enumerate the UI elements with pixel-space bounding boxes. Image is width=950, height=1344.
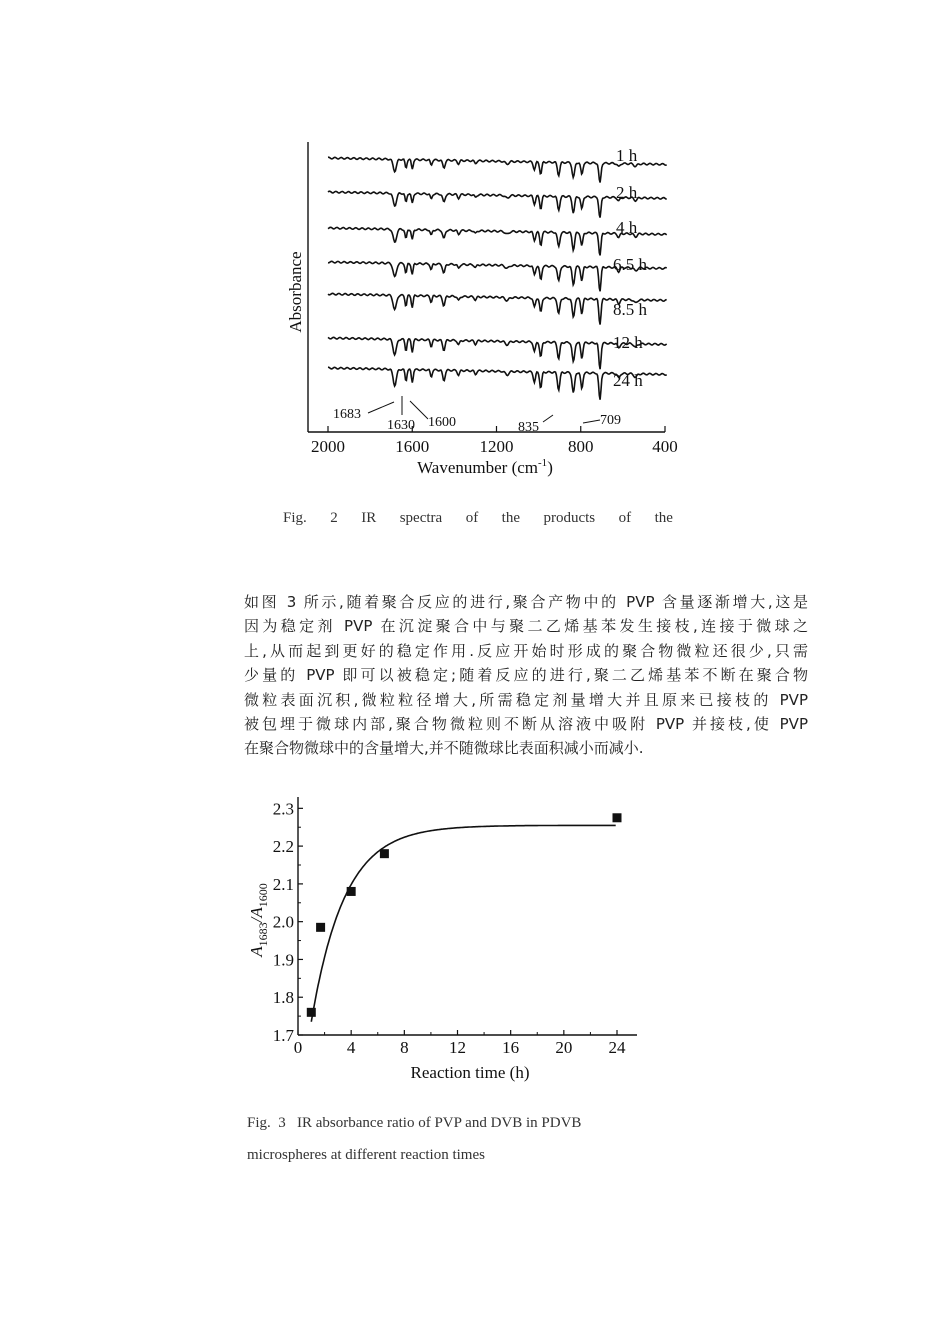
series-label: 1 h bbox=[616, 146, 638, 165]
fig3-x-tick-label: 16 bbox=[502, 1038, 520, 1057]
caption-word: IR bbox=[361, 510, 377, 526]
fit-curve bbox=[311, 825, 615, 1021]
band-1683-arrow bbox=[368, 402, 394, 413]
fig3-ylabel: $A_{1683}/A_{1600}$ bbox=[247, 883, 270, 957]
fig2-x-tick-label: 2000 bbox=[311, 437, 345, 456]
series-label: 6.5 h bbox=[613, 255, 647, 274]
fig3-x-tick-label: 20 bbox=[555, 1038, 573, 1057]
series-label: 24 h bbox=[613, 371, 643, 390]
caption-word: spectra bbox=[399, 510, 443, 526]
figure-2-caption bbox=[283, 510, 673, 527]
band-709-label: 709 bbox=[600, 413, 621, 428]
fig3-x-tick-label: 4 bbox=[346, 1038, 356, 1057]
caption-word: the bbox=[654, 510, 673, 526]
band-1683-label: 1683 bbox=[333, 407, 361, 422]
fig2-xlabel: Wavenumber $(cm^{-1})$ bbox=[417, 457, 553, 477]
body-line: 被包埋于微球内部,聚合物微粒则不断从溶液中吸附 PVP 并接枝,使 PVP bbox=[244, 714, 808, 733]
fig3-y-tick-label: 1.8 bbox=[272, 988, 294, 1008]
body-line: 因为稳定剂 PVP 在沉淀聚合中与聚二乙烯基苯发生接枝,连接于微球之 bbox=[244, 617, 808, 636]
band-835-label: 835 bbox=[518, 420, 539, 435]
series-label: 4 h bbox=[616, 218, 638, 237]
caption-word: of bbox=[618, 510, 632, 526]
fig2-ylabel: Absorbance bbox=[286, 251, 305, 333]
body-line: 在聚合物微球中的含量增大,并不随微球比表面积减小而减小. bbox=[244, 739, 644, 758]
fig3-y-tick-label: 2.0 bbox=[272, 912, 294, 932]
fig3-y-tick-label: 2.3 bbox=[272, 799, 294, 819]
fig2-x-tick-label: 1600 bbox=[395, 437, 430, 456]
data-point bbox=[380, 849, 389, 858]
fig3-y-tick-label: 2.1 bbox=[272, 874, 294, 894]
fig3-axes bbox=[273, 797, 637, 1057]
series-labels bbox=[613, 146, 648, 390]
caption-word: of bbox=[465, 510, 479, 526]
fig3-x-tick-label: 8 bbox=[400, 1038, 409, 1057]
fig3-y-tick-label: 1.7 bbox=[272, 1026, 294, 1045]
figure-3-caption-line-1: Fig. 3 IR absorbance ratio of PVP and DVB in PDVB bbox=[247, 1115, 582, 1131]
body-line: 少量的 PVP 即可以被稳定;随着反应的进行,聚二乙烯基苯不断在聚合物 bbox=[244, 666, 808, 685]
caption-word: products bbox=[543, 510, 596, 526]
series-label: 8.5 h bbox=[613, 300, 647, 319]
data-point bbox=[307, 1008, 316, 1017]
fig2-x-tick-label: 800 bbox=[568, 437, 594, 456]
data-point bbox=[613, 813, 622, 822]
fig3-x-tick-label: 24 bbox=[608, 1038, 626, 1057]
fig3-y-tick-label: 1.9 bbox=[272, 950, 294, 970]
body-line: 微粒表面沉积,微粒粒径增大,所需稳定剂量增大并且原来已接枝的 PVP bbox=[244, 690, 808, 709]
figure-3-absorbance-ratio bbox=[240, 785, 650, 1085]
fig2-x-tick-label: 1200 bbox=[479, 437, 514, 456]
fig2-x-tick-label: 400 bbox=[652, 437, 678, 456]
fig3-xlabel: Reaction time (h) bbox=[410, 1063, 530, 1082]
body-paragraph bbox=[244, 590, 808, 761]
fig2-x-ticks bbox=[311, 426, 678, 456]
band-709-arrow bbox=[583, 420, 600, 423]
data-points bbox=[307, 813, 622, 1017]
data-point bbox=[316, 923, 325, 932]
caption-word: the bbox=[501, 510, 520, 526]
band-1630-label: 1630 bbox=[387, 418, 415, 433]
series-label: 2 h bbox=[616, 183, 638, 202]
figure-3-caption-line-2: microspheres at different reaction times bbox=[247, 1147, 485, 1163]
fig3-x-tick-label: 12 bbox=[449, 1038, 466, 1057]
caption-word: Fig. bbox=[283, 510, 307, 526]
band-annotations bbox=[333, 396, 621, 435]
body-line: 上,从而起到更好的稳定作用.反应开始时形成的聚合物微粒还很少,只需 bbox=[244, 641, 808, 660]
series-label: 12 h bbox=[613, 333, 643, 352]
fig3-x-tick-label: 0 bbox=[293, 1038, 303, 1057]
band-1600-label: 1600 bbox=[428, 415, 456, 430]
caption-word: 2 bbox=[330, 510, 338, 526]
band-835-arrow bbox=[543, 415, 553, 422]
band-1600-arrow bbox=[410, 401, 428, 419]
data-point bbox=[347, 887, 356, 896]
body-line: 如图 3 所示,随着聚合反应的进行,聚合产物中的 PVP 含量逐渐增大,这是 bbox=[244, 593, 808, 611]
fig3-y-tick-label: 2.2 bbox=[272, 837, 294, 857]
figure-2-ir-spectra bbox=[270, 130, 680, 490]
